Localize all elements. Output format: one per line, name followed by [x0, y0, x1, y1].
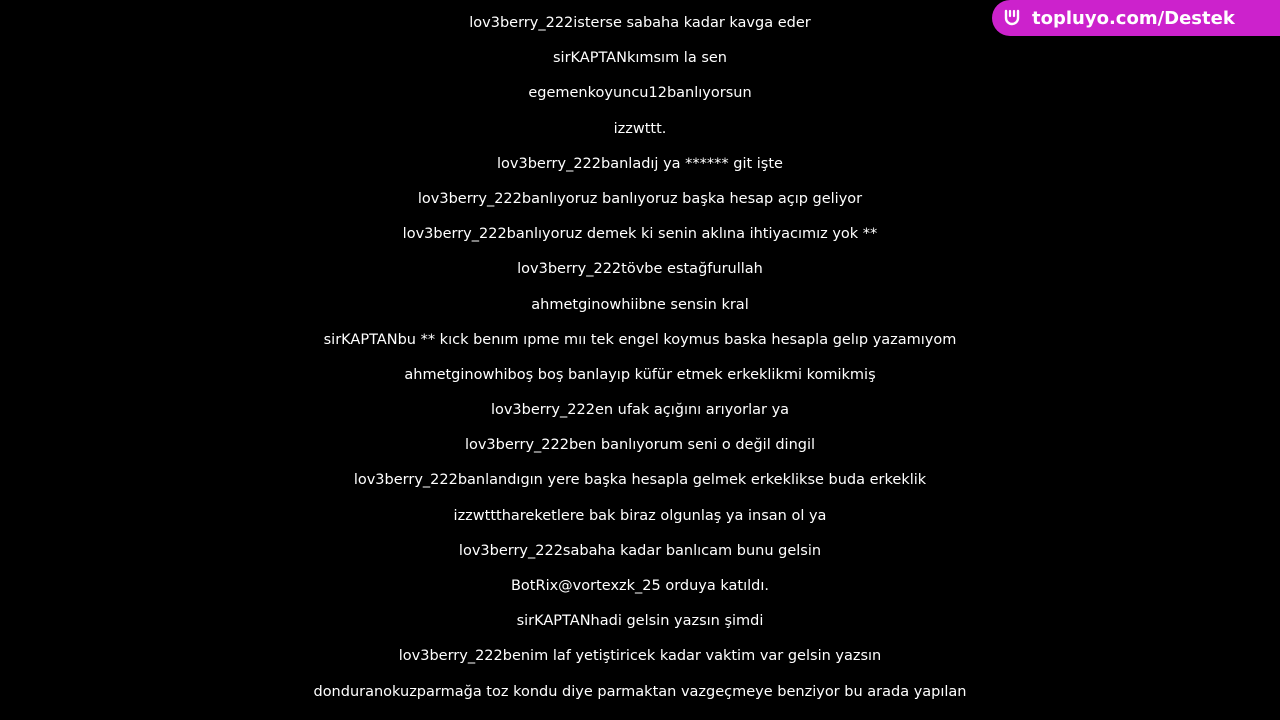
promo-badge[interactable]	[992, 0, 1280, 36]
chat-message: izzwttt.	[613, 120, 667, 137]
chat-message: egemenkoyuncu12banlıyorsun	[528, 85, 752, 102]
chat-message: lov3berry_222tövbe estağfurullah	[517, 261, 763, 278]
chat-message: izzwttthareketlere bak biraz olgunlaş ya insan ol ya	[453, 507, 827, 524]
chat-message: lov3berry_222banlandıgın yere başka hesapla gelmek erkeklikse buda erkeklik	[353, 472, 927, 489]
chat-message: ahmetginowhiibne sensin kral	[531, 296, 749, 313]
chat-message: lov3berry_222banlıyoruz banlıyoruz başka hesap açıp geliyor	[417, 190, 863, 207]
promo-link-text: topluyo.com/Destek	[1032, 7, 1235, 29]
chat-message: sirKAPTANkımsım la sen	[552, 50, 727, 67]
chat-message: lov3berry_222banlıyoruz demek ki senin aklına ihtiyacımız yok **	[402, 226, 878, 243]
chat-message: lov3berry_222en ufak açığını arıyorlar ya	[490, 402, 790, 419]
chat-message: sirKAPTANhadi gelsin yazsın şimdi	[516, 613, 764, 630]
smile-icon	[1000, 6, 1024, 30]
chat-message: lov3berry_222benim laf yetiştiricek kadar vaktim var gelsin yazsın	[398, 648, 882, 665]
chat-message: ahmetginowhiboş boş banlayıp küfür etmek erkeklikmi komikmiş	[404, 366, 876, 383]
chat-message: donduranokuzparmağa toz kondu diye parmaktan vazgeçmeye benziyor bu arada yapılan	[313, 683, 967, 700]
chat-message: sirKAPTANbu ** kıck benım ıpme mıı tek engel koymus baska hesapla gelıp yazamıyom	[323, 331, 957, 348]
chat-message: BotRix@vortexzk_25 orduya katıldı.	[510, 578, 769, 594]
chat-message: lov3berry_222ben banlıyorum seni o değil dingil	[464, 437, 816, 454]
chat-message: lov3berry_222isterse sabaha kadar kavga eder	[469, 15, 811, 31]
chat-message: lov3berry_222banladıj ya ****** git işte	[497, 155, 783, 172]
chat-log	[0, 6, 1280, 710]
chat-message: lov3berry_222sabaha kadar banlıcam bunu gelsin	[458, 542, 822, 559]
